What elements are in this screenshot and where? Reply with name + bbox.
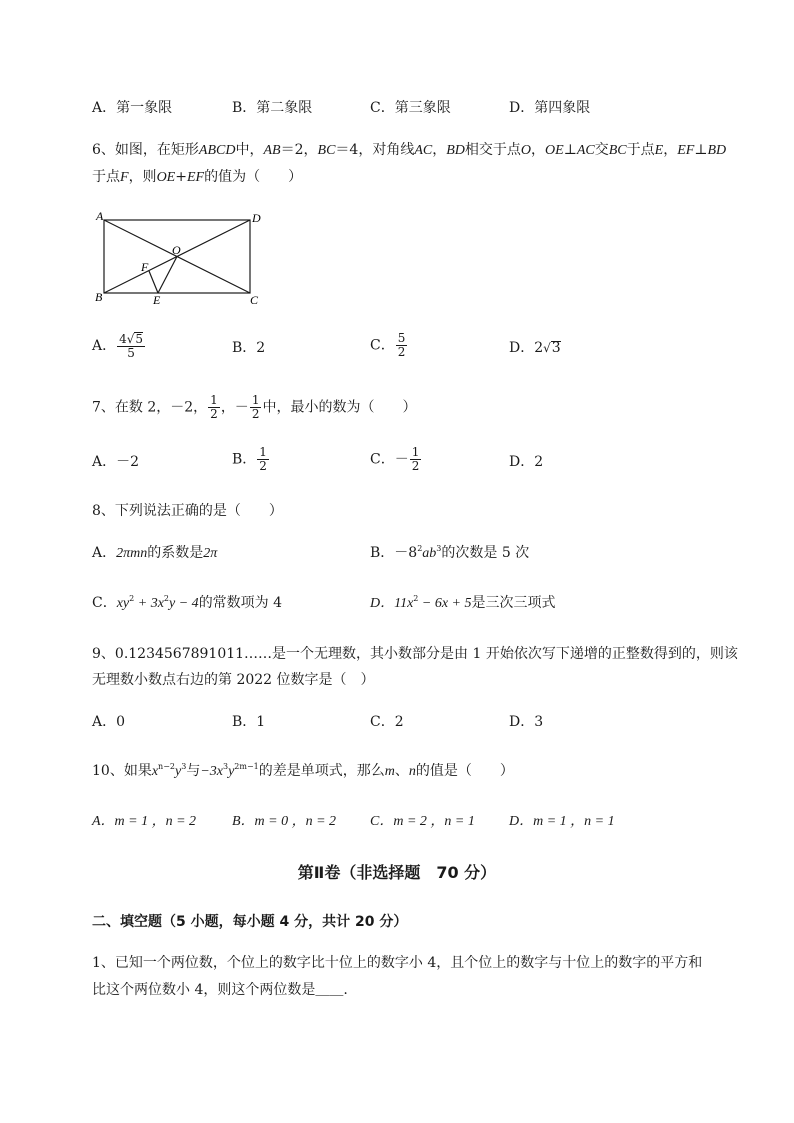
q8-option-c: C．$xy^2 + 3x^2y - 4$的常数项为 4 — [92, 594, 283, 611]
q8-option-b: B．$-8^2ab^3$的次数是 5 次 — [370, 544, 530, 561]
q7-option-a: A．－2 — [92, 454, 140, 470]
q9-option-b: B．1 — [232, 714, 266, 730]
part2-title: 第Ⅱ卷（非选择题 70 分） — [297, 863, 497, 882]
q9-option-a: A．0 — [92, 714, 126, 730]
q8-stem: 8、下列说法正确的是（ ） — [92, 503, 283, 519]
q10-option-a: A．m = 1 ，n = 2 — [92, 814, 197, 829]
q9-stem-line1: 9、0.1234567891011……是一个无理数，其小数部分是由 1 开始依次写下递增的正整数得到的，则该 — [92, 646, 738, 662]
label-a: A — [96, 209, 104, 223]
q5-option-b: B．第二象限 — [232, 100, 313, 116]
q5-option-c: C．第三象限 — [370, 100, 451, 116]
q6-stem-line2: 于点F，则OE+EF的值为（ ） — [92, 169, 303, 185]
label-o: O — [172, 243, 181, 257]
q9-stem-line2: 无理数小数点右边的第 2022 位数字是（ ） — [92, 672, 375, 688]
label-e: E — [153, 293, 161, 307]
q10-option-d: D．m = 1 ，n = 1 — [509, 814, 615, 829]
q9-option-c: C．2 — [370, 714, 404, 730]
q7-option-d: D．2 — [509, 454, 544, 470]
q8-option-d: D．$11x^2 - 6x + 5$是三次三项式 — [370, 594, 556, 611]
section-heading: 二、填空题（5 小题，每小题 4 分，共计 20 分） — [92, 914, 408, 930]
q6-rectangle-figure — [92, 208, 272, 308]
q7-stem: 7、在数 2，－2， $\frac{1}{2}$ ，－ $\frac{1}{2}$ 中，最小的数为（ ） — [92, 393, 417, 421]
q6-option-a: A． $\frac{4√5}{5}$ — [92, 332, 144, 360]
fill1-stem-line1: 1、已知一个两位数，个位上的数字比十位上的数字小 4，且个位上的数字与十位上的数字的平方和 — [92, 955, 703, 971]
label-f: F — [141, 260, 149, 274]
q10-stem: 10、如果$x^{n-2}y^3$与$-3x^3y^{2m-1}$的差是单项式，那么m、n的值是（ ） — [92, 762, 514, 779]
q9-option-d: D．3 — [509, 714, 544, 730]
fill1-stem-line2: 比这个两位数小 4，则这个两位数是＿＿. — [92, 982, 348, 998]
label-b: B — [95, 290, 103, 304]
label-c: C — [250, 293, 259, 307]
q5-option-a: A．第一象限 — [92, 100, 173, 116]
q7-option-b: B． $\frac{1}{2}$ — [232, 445, 267, 473]
label-d: D — [252, 211, 261, 225]
q10-option-b: B．m = 0 ，n = 2 — [232, 814, 337, 829]
q6-option-b: B．2 — [232, 340, 266, 356]
q10-option-c: C．m = 2 ，n = 1 — [370, 814, 475, 829]
q6-stem-line1: 6、如图，在矩形ABCD中，AB＝2，BC＝4，对角线AC，BD相交于点O，OE⊥AC交BC于点E，EF⊥BD — [92, 142, 727, 158]
q6-option-d: D．2√3 — [509, 340, 561, 356]
q6-option-c: C． $\frac{5}{2}$ — [370, 331, 406, 359]
q5-option-d: D．第四象限 — [509, 100, 591, 116]
q7-option-c: C．－ $\frac{1}{2}$ — [370, 445, 420, 473]
q8-option-a: A．2πmn的系数是2π — [92, 545, 218, 561]
